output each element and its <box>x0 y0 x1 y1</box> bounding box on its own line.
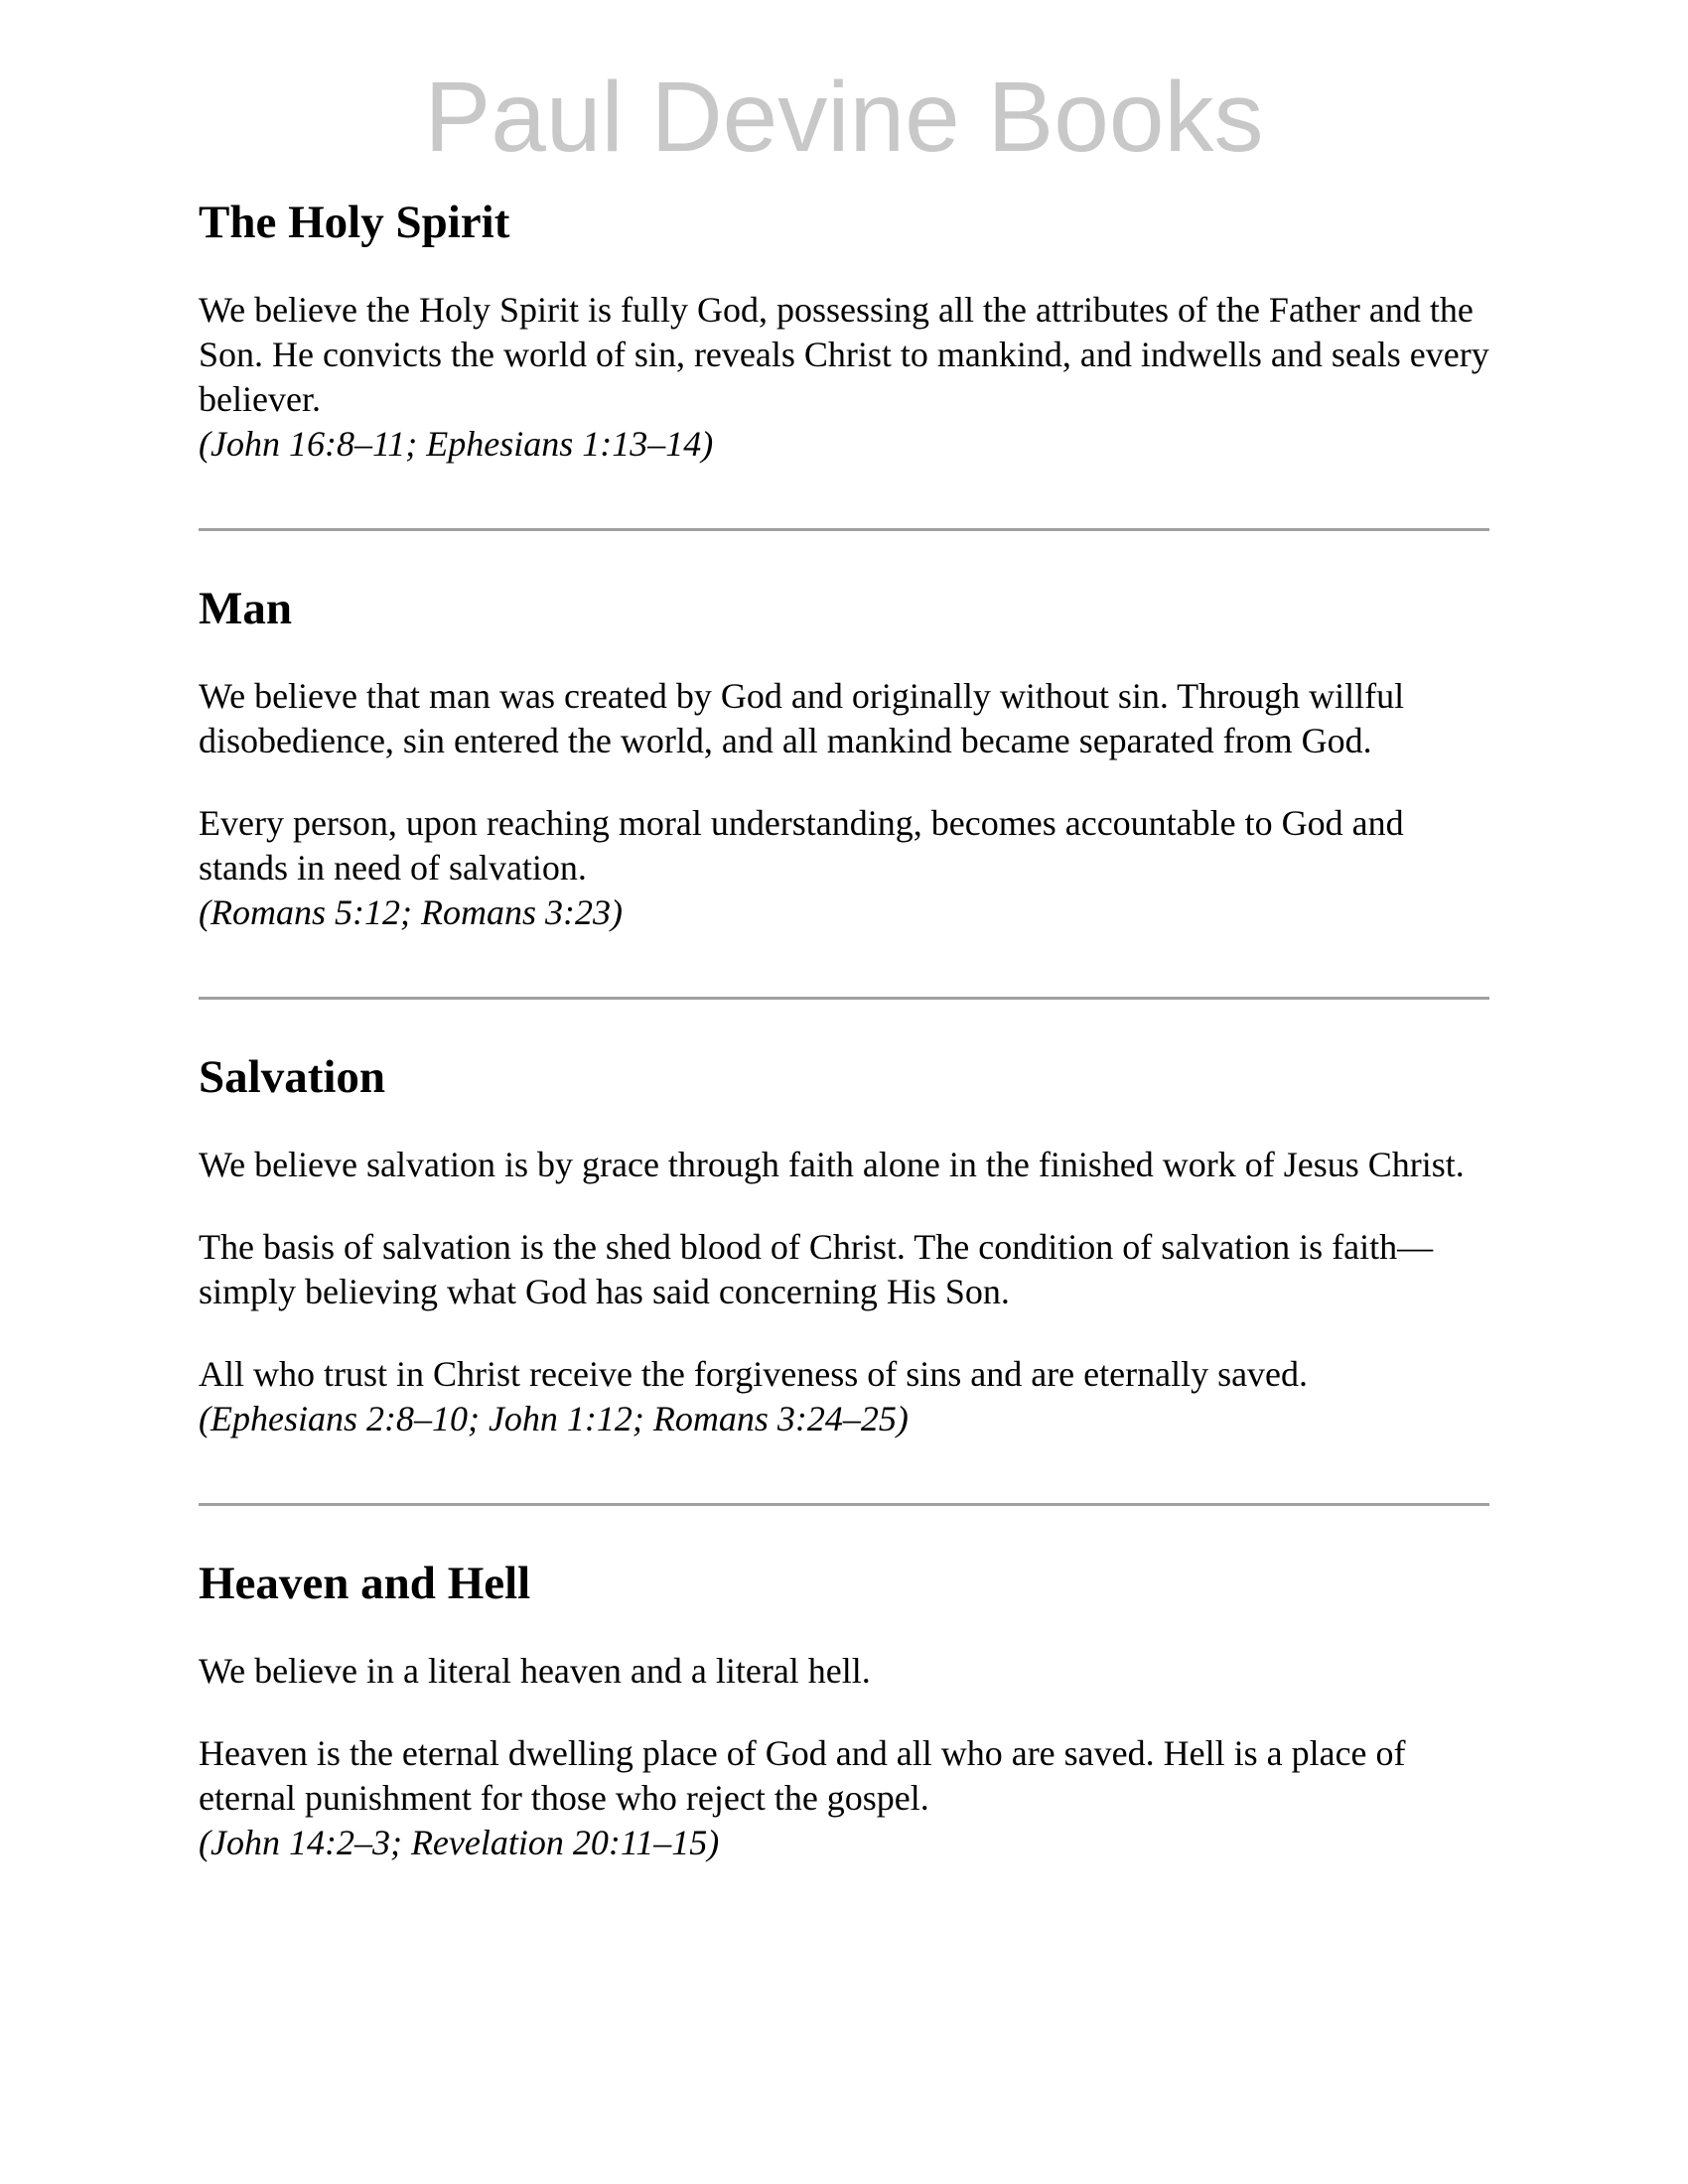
section-paragraph: We believe that man was created by God and originally without sin. Through willful disobedience, sin entered the world, and all mankind became separated from God. <box>199 676 1405 760</box>
section-divider <box>199 1503 1489 1506</box>
section-holy-spirit <box>199 195 1489 467</box>
section-heading: Man <box>199 583 292 634</box>
section-man <box>199 581 1489 935</box>
scripture-reference: (Ephesians 2:8–10; John 1:12; Romans 3:24–25) <box>199 1399 909 1438</box>
header-watermark: Paul Devine Books <box>424 62 1264 173</box>
scripture-reference: (John 16:8–11; Ephesians 1:13–14) <box>199 424 714 464</box>
section-divider <box>199 997 1489 1000</box>
document-body <box>199 195 1489 1865</box>
section-paragraph: Every person, upon reaching moral understanding, becomes accountable to God and stands in need of salvation. <box>199 803 1404 887</box>
section-divider <box>199 528 1489 531</box>
section-paragraph: We believe salvation is by grace through faith alone in the finished work of Jesus Christ. <box>199 1145 1465 1184</box>
section-heading: Salvation <box>199 1051 386 1103</box>
section-paragraph: Heaven is the eternal dwelling place of God and all who are saved. Hell is a place of eternal punishment for those who reject the gospel. <box>199 1733 1406 1818</box>
section-salvation <box>199 1049 1489 1441</box>
scripture-reference: (Romans 5:12; Romans 3:23) <box>199 892 623 932</box>
section-heading: Heaven and Hell <box>199 1558 531 1609</box>
scripture-reference: (John 14:2–3; Revelation 20:11–15) <box>199 1823 720 1862</box>
section-heaven-and-hell <box>199 1556 1489 1865</box>
section-paragraph: We believe in a literal heaven and a literal hell. <box>199 1651 871 1691</box>
section-paragraph: All who trust in Christ receive the forgiveness of sins and are eternally saved. <box>199 1354 1309 1394</box>
section-heading: The Holy Spirit <box>199 197 510 248</box>
section-paragraph: We believe the Holy Spirit is fully God, possessing all the attributes of the Father and the Son. He convicts the world of sin, reveals Christ to mankind, and indwells and seals every believer. <box>199 290 1489 419</box>
section-paragraph: The basis of salvation is the shed blood of Christ. The condition of salvation is faith—simply believing what God has said concerning His Son. <box>199 1227 1434 1311</box>
